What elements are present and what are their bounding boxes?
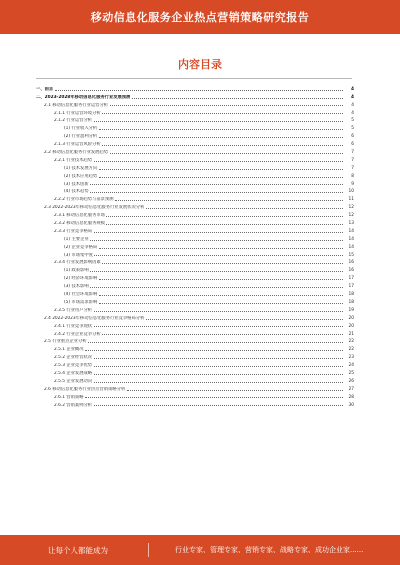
toc-entry[interactable] <box>36 163 354 171</box>
toc-leader-dots <box>90 240 342 241</box>
toc-entry-page: 14 <box>348 236 354 242</box>
toc-entry-page: 6 <box>351 142 354 148</box>
toc-entry[interactable] <box>36 108 354 116</box>
toc-entry-page: 23 <box>348 355 354 361</box>
toc-entry[interactable] <box>36 210 354 218</box>
toc-leader-dots <box>90 192 342 193</box>
toc-leader-dots <box>102 263 342 264</box>
toc-leader-dots <box>94 311 343 312</box>
toc-entry[interactable] <box>36 337 354 345</box>
toc-leader-dots <box>102 334 342 335</box>
toc-entry-label: 2.1.3 行业运营风险分析 <box>54 142 101 148</box>
toc-entry-label: (2) 技术应用趋势 <box>64 173 98 179</box>
toc-entry-page: 17 <box>348 276 354 282</box>
toc-entry[interactable] <box>36 400 354 408</box>
toc-leader-dots <box>94 161 343 162</box>
toc-entry-label: 二、2023-2028年移动信息化服务行业发展预测 <box>36 94 131 100</box>
toc-entry-page: 5 <box>351 118 354 124</box>
toc-leader-dots <box>85 397 343 398</box>
toc-entry-page: 26 <box>348 378 354 384</box>
toc-entry-label: 2.3.2 移动信息化服务规模 <box>54 221 105 227</box>
toc-entry-label: (1) 技术发展方向 <box>64 165 98 171</box>
toc-entry-page: 25 <box>348 370 354 376</box>
toc-entry-label: 2.2 移动信息化服务行业发展趋势 <box>44 150 109 156</box>
toc-leader-dots <box>99 137 343 138</box>
toc-entry[interactable] <box>36 313 354 321</box>
toc-entry-page: 14 <box>348 244 354 250</box>
toc-entry[interactable] <box>36 202 354 210</box>
toc-entry-label: (1) 行业收入分析 <box>64 126 98 132</box>
toc-entry-label: (1) 政策影响 <box>64 268 89 274</box>
toc-entry[interactable] <box>36 321 354 329</box>
toc-entry[interactable] <box>36 226 354 234</box>
toc-entry-page: 28 <box>348 394 354 400</box>
toc-entry-label: 2.4 2022-2023年移动信息化服务行业竞争格局分析 <box>44 315 145 321</box>
toc-entry[interactable] <box>36 305 354 313</box>
toc-leader-dots <box>94 121 343 122</box>
toc-entry-label: 2.6.1 营销策略 <box>54 394 84 400</box>
toc-entry[interactable] <box>36 92 354 100</box>
toc-entry[interactable] <box>36 116 354 124</box>
toc-entry[interactable] <box>36 352 354 360</box>
toc-entry-label: 2.3.4 行业发展影响因素 <box>54 260 101 266</box>
toc-entry-label: 2.4.2 行业企业竞争分析 <box>54 331 101 337</box>
toc-leader-dots <box>102 113 342 114</box>
toc-entry-page: 7 <box>351 157 354 163</box>
toc-leader-dots <box>146 319 343 320</box>
toc-entry-page: 7 <box>351 150 354 156</box>
toc-entry-page: 14 <box>348 228 354 234</box>
toc-entry-label: (3) 技术创新 <box>64 181 89 187</box>
toc-entry-label: (2) 行业盈利分析 <box>64 134 98 140</box>
toc-entry[interactable] <box>36 258 354 266</box>
toc-leader-dots <box>94 366 343 367</box>
toc-entry[interactable] <box>36 392 354 400</box>
toc-entry-label: 2.1 移动信息化服务行业运营分析 <box>44 102 109 108</box>
toc-entry-label: 2.5.1 企业概况 <box>54 347 84 353</box>
toc-entry-page: 5 <box>351 126 354 132</box>
toc-leader-dots <box>110 105 343 106</box>
toc-entry-page: 17 <box>348 284 354 290</box>
toc-entry-page: 21 <box>348 331 354 337</box>
toc-entry[interactable] <box>36 234 354 242</box>
toc-entry[interactable] <box>36 329 354 337</box>
toc-entry-page: 19 <box>348 307 354 313</box>
toc-entry[interactable] <box>36 179 354 187</box>
toc-entry[interactable] <box>36 368 354 376</box>
toc-entry-page: 16 <box>348 260 354 266</box>
toc-entry-page: 4 <box>351 110 354 116</box>
toc-entry-label: 2.1.2 行业运营分析 <box>54 118 93 124</box>
toc-leader-dots <box>127 390 343 391</box>
toc-leader-dots <box>90 287 342 288</box>
toc-entry[interactable] <box>36 289 354 297</box>
toc-leader-dots <box>85 350 343 351</box>
toc-entry-label: 2.3.5 行业用户分析 <box>54 307 93 313</box>
toc-entry-label: (2) 企业竞争格局 <box>64 244 98 250</box>
toc-entry-page: 9 <box>351 181 354 187</box>
toc-entry-label: 2.5.4 企业发展战略 <box>54 370 93 376</box>
toc-leader-dots <box>110 153 343 154</box>
toc-leader-dots <box>132 98 343 99</box>
toc-leader-dots <box>90 184 342 185</box>
toc-entry[interactable] <box>36 242 354 250</box>
toc-entry[interactable] <box>36 84 354 92</box>
toc-entry[interactable] <box>36 139 354 147</box>
toc-entry-label: 2.4.1 行业竞争现状 <box>54 323 93 329</box>
toc-entry-page: 24 <box>348 363 354 369</box>
toc-entry[interactable] <box>36 384 354 392</box>
toc-leader-dots <box>55 90 343 91</box>
table-of-contents <box>36 84 354 524</box>
toc-entry[interactable] <box>36 147 354 155</box>
toc-entry-page: 13 <box>348 221 354 227</box>
toc-entry-page: 22 <box>348 339 354 345</box>
toc-entry-label: 2.5.2 企业经营状况 <box>54 355 93 361</box>
page-footer <box>0 535 400 565</box>
toc-entry-label: (1) 主要企业 <box>64 236 89 242</box>
toc-entry[interactable] <box>36 250 354 258</box>
toc-leader-dots <box>94 255 342 256</box>
toc-leader-dots <box>88 342 342 343</box>
toc-entry[interactable] <box>36 155 354 163</box>
toc-leader-dots <box>90 271 342 272</box>
toc-entry-label: (5) 市场需求影响 <box>64 299 98 305</box>
toc-leader-dots <box>99 279 343 280</box>
toc-entry-page: 27 <box>348 386 354 392</box>
toc-entry[interactable] <box>36 123 354 131</box>
toc-leader-dots <box>94 232 343 233</box>
toc-entry[interactable] <box>36 281 354 289</box>
toc-entry-page: 30 <box>348 402 354 408</box>
toc-entry-page: 11 <box>348 197 354 203</box>
toc-entry[interactable] <box>36 273 354 281</box>
toc-entry-label: 2.3 2022-2023年移动信息化服务行业发展状况分析 <box>44 205 145 211</box>
toc-entry[interactable] <box>36 376 354 384</box>
toc-entry[interactable] <box>36 344 354 352</box>
report-title: 移动信息化服务企业热点营销策略研究报告 <box>90 11 310 24</box>
toc-entry-label: 2.6.2 营销案例分析 <box>54 402 93 408</box>
toc-entry-page: 12 <box>348 213 354 219</box>
toc-entry-label: 2.3.3 行业竞争格局 <box>54 228 93 234</box>
toc-entry-label: 2.5.5 企业发展动向 <box>54 378 93 384</box>
toc-leader-dots <box>106 216 342 217</box>
toc-entry[interactable] <box>36 187 354 195</box>
toc-entry-label: 2.3.1 移动信息化服务市场 <box>54 213 105 219</box>
toc-leader-dots <box>99 295 343 296</box>
toc-leader-dots <box>106 224 342 225</box>
toc-entry-page: 8 <box>351 173 354 179</box>
toc-entry-page: 20 <box>348 315 354 321</box>
toc-entry-page: 4 <box>351 86 354 92</box>
toc-entry-label: 2.5 行业重点企业分析 <box>44 339 87 345</box>
toc-leader-dots <box>99 177 343 178</box>
toc-entry[interactable] <box>36 131 354 139</box>
toc-entry-page: 20 <box>348 323 354 329</box>
toc-leader-dots <box>94 405 343 406</box>
toc-entry-label: 2.2.1 行业技术趋势 <box>54 157 93 163</box>
toc-entry-page: 10 <box>348 189 354 195</box>
toc-entry-page: 4 <box>351 94 354 100</box>
toc-leader-dots <box>94 382 343 383</box>
toc-divider <box>36 78 352 79</box>
toc-leader-dots <box>94 358 343 359</box>
toc-entry[interactable] <box>36 265 354 273</box>
toc-entry-page: 16 <box>348 268 354 274</box>
toc-leader-dots <box>99 303 343 304</box>
toc-entry-page: 18 <box>348 299 354 305</box>
toc-entry-label: 2.5.3 企业竞争优势 <box>54 363 93 369</box>
footer-tagline: 行业专家、管理专家、营销专家、战略专家、成功企业家...... <box>175 546 364 554</box>
toc-leader-dots <box>94 326 343 327</box>
toc-entry-label: 一、前言 <box>36 86 54 92</box>
toc-leader-dots <box>146 208 343 209</box>
footer-slogan: 让每个人都能成为 <box>48 545 108 555</box>
toc-entry-page: 4 <box>351 102 354 108</box>
toc-entry-label: (4) 社会环境影响 <box>64 292 98 298</box>
toc-leader-dots <box>99 169 343 170</box>
toc-entry-page: 7 <box>351 165 354 171</box>
toc-leader-dots <box>99 129 343 130</box>
toc-entry[interactable] <box>36 171 354 179</box>
toc-entry[interactable] <box>36 360 354 368</box>
toc-leader-dots <box>102 145 342 146</box>
toc-entry[interactable] <box>36 297 354 305</box>
toc-leader-dots <box>99 248 343 249</box>
toc-leader-dots <box>94 374 343 375</box>
toc-entry-page: 22 <box>348 347 354 353</box>
toc-entry-label: (2) 经济环境影响 <box>64 276 98 282</box>
page-header <box>0 0 400 34</box>
toc-entry-label: 2.6 移动信息化服务行业热点营销策略分析 <box>44 386 126 392</box>
toc-entry-page: 12 <box>348 205 354 211</box>
toc-entry-page: 18 <box>348 292 354 298</box>
toc-entry-page: 6 <box>351 134 354 140</box>
toc-entry[interactable] <box>36 194 354 202</box>
toc-leader-dots <box>115 200 342 201</box>
toc-entry-page: 15 <box>348 252 354 258</box>
toc-entry-label: 2.1.1 行业运营环境分析 <box>54 110 101 116</box>
toc-entry-label: (3) 技术影响 <box>64 284 89 290</box>
toc-entry[interactable] <box>36 100 354 108</box>
toc-entry-label: (4) 技术趋势 <box>64 189 89 195</box>
toc-heading: 内容目录 <box>178 58 222 71</box>
toc-entry[interactable] <box>36 218 354 226</box>
toc-entry-label: (3) 市场集中度 <box>64 252 93 258</box>
toc-entry-label: 2.2.2 行业市场趋势与前景预测 <box>54 197 114 203</box>
